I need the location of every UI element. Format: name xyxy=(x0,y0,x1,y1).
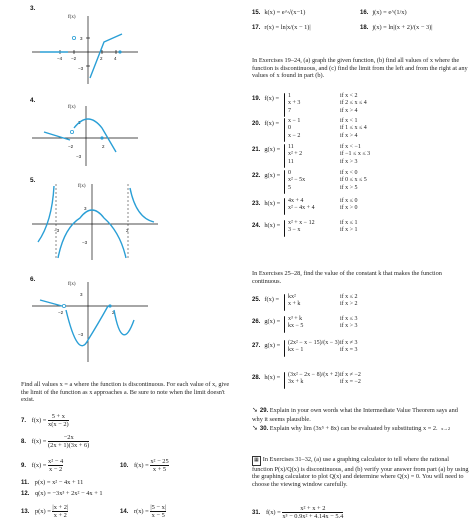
exercise-28 xyxy=(252,374,280,382)
exercise-number: 5. xyxy=(30,177,36,184)
graphing-calculator-icon: ▦ xyxy=(252,456,261,466)
exercise-17: 17. r(x) = ln|x/(x − 1)| xyxy=(252,24,311,31)
instructions-31-32: ▦ In Exercises 31–32, (a) use a graphing calculator to tell where the rational function P(x)/Q(x) is discontinuous, and (b) verify your answer from part (a) by using the graphing calculator to plot Q(x) and determine where Q(x) = 0. You will need to choose the viewing window carefully. xyxy=(252,456,469,488)
piece-expression: 4x + 4 xyxy=(288,198,304,204)
exercise-27 xyxy=(252,342,280,350)
exercise-number: 4. xyxy=(30,97,36,104)
graph-4 xyxy=(30,102,140,168)
exercise-number: 21. xyxy=(252,147,261,153)
exercise-number: 27. xyxy=(252,343,261,349)
piece-condition: if x > 2 xyxy=(340,301,358,308)
exercise-30: ➘ 30. Explain why lim (3x⁵ + 8x) can be evaluated by substituting x = 2. x→2 xyxy=(252,424,451,432)
exercise-number: 26. xyxy=(252,319,261,325)
fn-label: f(x) xyxy=(68,282,76,287)
piece-condition: if x > 0 xyxy=(340,205,358,212)
exercise-number: 22. xyxy=(252,173,261,179)
exercise-22 xyxy=(252,172,280,180)
piece-expression: 5 xyxy=(288,184,291,191)
piece-condition: if x < 0 xyxy=(340,170,358,176)
piece-condition: if −1 ≤ x ≤ 3 xyxy=(340,151,371,158)
piecewise-brace xyxy=(284,198,285,215)
exercise-23 xyxy=(252,200,280,208)
piece-condition: if x > 3 xyxy=(340,323,358,330)
svg-text:−3: −3 xyxy=(78,66,84,71)
piece-expression: 3x + k xyxy=(288,379,304,386)
piece-condition: if x < 2 xyxy=(340,93,358,99)
instructions-25-28: In Exercises 25–28, find the value of the constant k that makes the function continuous. xyxy=(252,270,442,285)
piece-expression: x² + 2 xyxy=(288,151,303,158)
exercise-18: 18. j(x) = ln|(x + 2)/(x − 3)| xyxy=(360,24,433,31)
piecewise-brace xyxy=(284,294,285,311)
function-lhs: g(x) = xyxy=(264,342,281,349)
svg-text:−2: −2 xyxy=(58,310,64,315)
function-lhs: f(x) = xyxy=(264,120,280,127)
piece-expression: x³ + k xyxy=(288,316,303,322)
exercise-13: 13. p(x) = $\frac{|x + 2|}{x + 2}$ xyxy=(21,504,69,519)
piece-expression: x + 3 xyxy=(288,100,301,107)
exercise-number: 3. xyxy=(30,5,36,12)
exercise-number: 20. xyxy=(252,121,261,127)
svg-text:3: 3 xyxy=(80,292,83,297)
exercise-19 xyxy=(252,95,279,103)
svg-text:2: 2 xyxy=(126,228,129,233)
piece-expression: x + k xyxy=(288,301,301,308)
piecewise-brace xyxy=(284,144,285,168)
piece-expression: 0 xyxy=(288,125,291,132)
graph-5 xyxy=(30,182,160,262)
exercise-21 xyxy=(252,146,280,154)
piece-expression: 11 xyxy=(288,158,294,165)
piece-condition: if 0 ≤ x ≤ 5 xyxy=(340,177,367,184)
svg-text:−3: −3 xyxy=(78,332,84,337)
exercise-number: 6. xyxy=(30,276,36,283)
function-lhs: g(x) = xyxy=(264,172,281,179)
piece-condition: if x < −1 xyxy=(340,144,361,150)
piece-expression: (3x² − 2x − 8)/(x + 2) xyxy=(288,372,340,378)
svg-text:3: 3 xyxy=(78,120,81,125)
fn-label: f(x) xyxy=(68,105,76,110)
function-lhs: g(x) = xyxy=(264,318,281,325)
function-lhs: g(x) = xyxy=(264,146,281,153)
piecewise-brace xyxy=(284,220,285,237)
exercise-16: 16. j(x) = e^(1/x) xyxy=(360,9,407,16)
exercise-number: 19. xyxy=(252,96,261,102)
svg-text:2: 2 xyxy=(102,144,105,149)
graph-3 xyxy=(30,12,140,86)
svg-text:3: 3 xyxy=(80,36,83,41)
piece-condition: if 1 ≤ x ≤ 4 xyxy=(340,125,367,132)
exercise-11: 11. p(x) = x² − 4x + 11 xyxy=(21,479,84,486)
piece-condition: if 2 ≤ x ≤ 4 xyxy=(340,100,367,107)
piece-condition: if x ≠ −2 xyxy=(340,372,361,378)
exercise-number: 24. xyxy=(252,223,261,229)
piece-expression: x − 2 xyxy=(288,132,301,139)
function-lhs: f(x) = xyxy=(264,95,280,102)
piecewise-brace xyxy=(284,118,285,142)
piece-condition: if x > 1 xyxy=(340,227,358,234)
piece-condition: if x ≤ 0 xyxy=(340,198,358,204)
piece-condition: if x > 5 xyxy=(340,184,358,191)
piecewise-brace xyxy=(284,93,285,117)
piece-condition: if x ≤ 1 xyxy=(340,220,358,226)
piece-expression: x² − 4x + 4 xyxy=(288,205,315,212)
instructions-7-14: Find all values x = a where the function is discontinuous. For each value of x, give the limit of the function as x approaches a. Be sure to note when the limit doesn't exist. xyxy=(21,381,230,404)
exercise-14: 14. r(x) = $\frac{|5 - x|}{x - 5}$ xyxy=(120,504,167,519)
exercise-10: 10. f(x) = $\frac{\text{x² − 25}}{x + 5}$ xyxy=(120,458,169,473)
piece-expression: kx² xyxy=(288,294,296,300)
piece-condition: if x ≤ 3 xyxy=(340,316,358,322)
svg-text:4: 4 xyxy=(114,56,117,61)
piece-expression: 1 xyxy=(288,93,291,99)
exercise-25 xyxy=(252,296,279,304)
piecewise-brace xyxy=(284,372,285,389)
svg-text:−3: −3 xyxy=(82,240,88,245)
exercise-number: 23. xyxy=(252,201,261,207)
exercise-number: 25. xyxy=(252,297,261,303)
piecewise-brace xyxy=(284,340,285,357)
piece-condition: if x = 3 xyxy=(340,347,358,354)
piece-expression: 7 xyxy=(288,107,291,114)
piece-condition: if x < 1 xyxy=(340,118,358,124)
exercise-29: ➘ 29. Explain in your own words what the Intermediate Value Theorem says and why it seems plausible. xyxy=(252,406,458,423)
function-lhs: h(x) = xyxy=(264,200,281,207)
function-lhs: f(x) = xyxy=(264,296,280,303)
svg-text:−2: −2 xyxy=(68,144,74,149)
svg-text:2: 2 xyxy=(112,310,115,315)
piece-condition: if x = −2 xyxy=(340,379,361,386)
fn-label: f(x) xyxy=(78,184,86,189)
svg-text:−2: −2 xyxy=(71,56,77,61)
exercise-20 xyxy=(252,120,279,128)
piece-condition: if x > 3 xyxy=(340,158,358,165)
svg-text:−4: −4 xyxy=(57,56,63,61)
exercise-15: 15. k(x) = e^√(x−1) xyxy=(252,9,306,16)
right-column xyxy=(240,0,474,528)
piece-condition: if x ≤ 2 xyxy=(340,294,358,300)
exercise-9: 9. f(x) = $\frac{\text{x² − 4}}{x - 2}$ xyxy=(21,458,64,473)
instructions-19-24: In Exercises 19–24, (a) graph the given function, (b) find all values of x where the function is discontinuous, and (c) find the limit from the left and from the right at any values of x found in part (b). xyxy=(252,57,468,80)
arrow-marker-icon: ➘ xyxy=(252,424,258,432)
svg-text:−3: −3 xyxy=(76,154,82,159)
exercise-number: 28. xyxy=(252,375,261,381)
exercise-12: 12. q(x) = −3x³ + 2x² − 4x + 1 xyxy=(21,490,103,497)
piece-expression: x² + x − 12 xyxy=(288,220,315,226)
piece-expression: kx − 1 xyxy=(288,347,304,354)
piece-expression: x² − 5x xyxy=(288,177,306,184)
svg-text:−3: −3 xyxy=(54,228,60,233)
svg-text:3: 3 xyxy=(84,206,87,211)
exercise-7: 7. f(x) = $\frac{5 + x}{x(x - 2)}$ xyxy=(21,413,69,428)
svg-text:2: 2 xyxy=(100,56,103,61)
graph-6 xyxy=(30,280,150,364)
piece-expression: x − 1 xyxy=(288,118,301,124)
piece-expression: (2x² − x − 15)/(x − 3) xyxy=(288,340,340,346)
piece-condition: if x ≠ 3 xyxy=(340,340,358,346)
piece-expression: 11 xyxy=(288,144,294,150)
fn-label: f(x) xyxy=(68,15,76,20)
piecewise-brace xyxy=(284,316,285,333)
exercise-24 xyxy=(252,222,280,230)
piecewise-brace xyxy=(284,170,285,194)
piece-condition: if x > 4 xyxy=(340,107,358,114)
arrow-marker-icon: ➘ xyxy=(252,406,258,414)
exercise-31: 31. f(x) = $\frac{\text{x² + x + 2}}{\text{x³ − 0.9x² + 4.14x − 5.4}}$ xyxy=(252,505,344,520)
piece-condition: if x > 4 xyxy=(340,132,358,139)
exercise-8: 8. f(x) = $\frac{-2x}{(2x + 1)(3x + 6)}$ xyxy=(21,434,90,449)
function-lhs: h(x) = xyxy=(264,222,281,229)
exercise-26 xyxy=(252,318,280,326)
piece-expression: 0 xyxy=(288,170,291,176)
piece-expression: kx − 5 xyxy=(288,323,304,330)
piece-expression: 3 − x xyxy=(288,227,301,234)
function-lhs: h(x) = xyxy=(264,374,281,381)
